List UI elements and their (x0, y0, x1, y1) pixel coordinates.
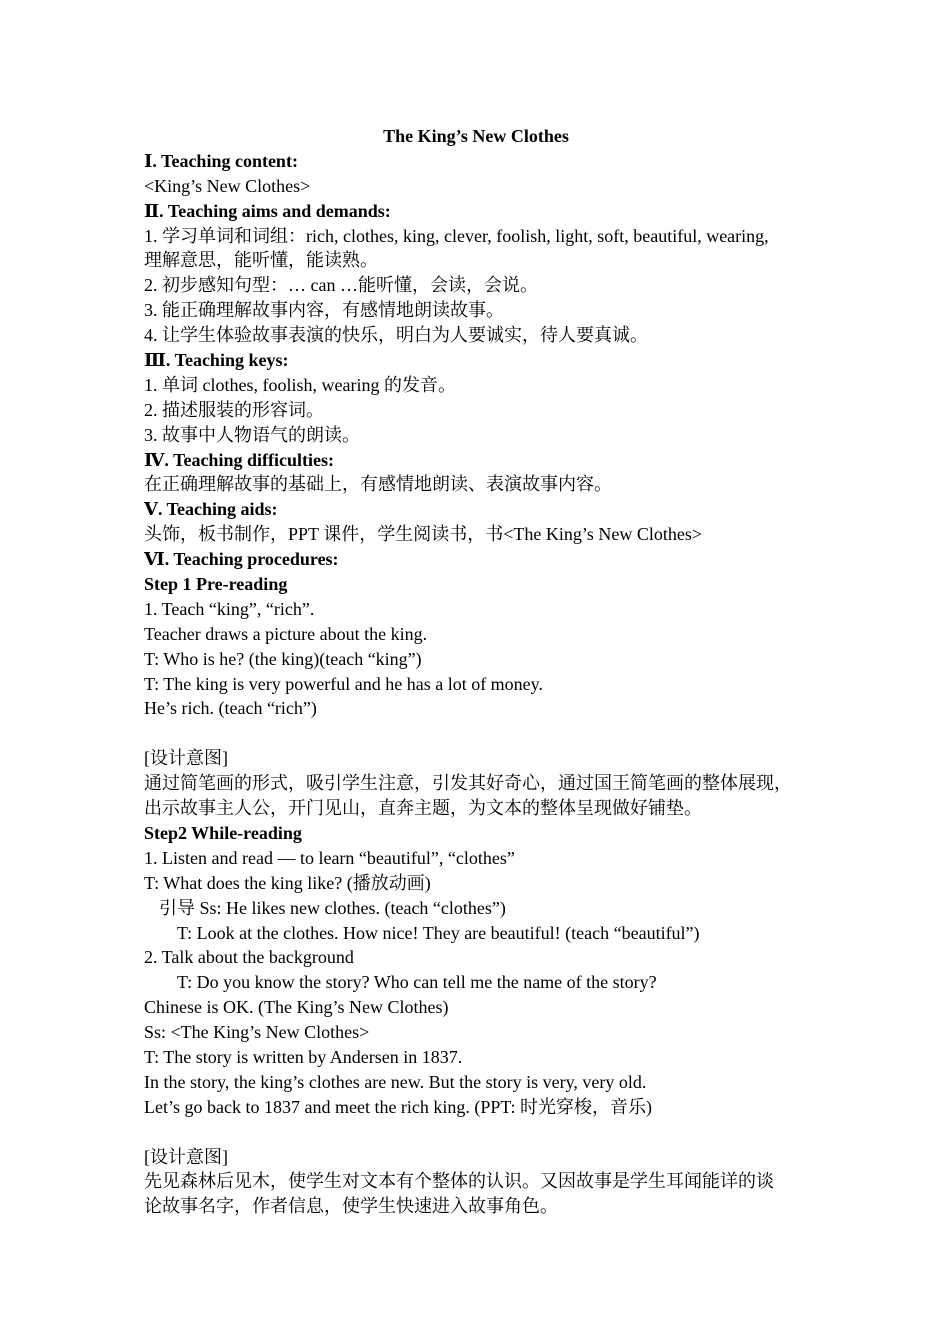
text-line: 2. 描述服装的形容词。 (144, 399, 324, 420)
design-intent-label: [设计意图] (144, 1146, 228, 1167)
text-line: 在正确理解故事的基础上，有感情地朗读、表演故事内容。 (144, 474, 612, 495)
text-line: In the story, the king’s clothes are new. But the story is very, very old. (144, 1071, 647, 1092)
text-line: 1. Teach “king”, “rich”. (144, 598, 315, 619)
text-line: T: The story is written by Andersen in 1837. (144, 1046, 463, 1067)
text-line: 理解意思，能听懂，能读熟。 (144, 250, 378, 271)
step-heading-while-reading: Step2 While-reading (144, 822, 302, 843)
text-line: 出示故事主人公，开门见山，直奔主题，为文本的整体呈现做好铺垫。 (144, 798, 702, 819)
text-line: 先见森林后见木，使学生对文本有个整体的认识。又因故事是学生耳闻能详的谈 (144, 1171, 774, 1192)
blank-line (144, 1120, 808, 1145)
text-line: 3. 能正确理解故事内容，有感情地朗读故事。 (144, 300, 504, 321)
step-heading-pre-reading: Step 1 Pre-reading (144, 574, 288, 595)
document-title: The King’s New Clothes (383, 126, 569, 146)
text-line: 1. 学习单词和词组：rich, clothes, king, clever, foolish, light, soft, beautiful, wearing, (144, 225, 769, 246)
text-line: T: The king is very powerful and he has a lot of money. (144, 673, 544, 694)
text-line: Let’s go back to 1837 and meet the rich king. (PPT: 时光穿梭，音乐) (144, 1096, 653, 1117)
text-line: 论故事名字，作者信息，使学生快速进入故事角色。 (144, 1196, 558, 1217)
text-line: Chinese is OK. (The King’s New Clothes) (144, 997, 449, 1018)
text-line: He’s rich. (teach “rich”) (144, 698, 317, 719)
text-line: T: Who is he? (the king)(teach “king”) (144, 648, 422, 669)
text-line: 4. 让学生体验故事表演的快乐，明白为人要诚实，待人要真诚。 (144, 325, 648, 346)
section-heading-aids: Ⅴ. Teaching aids: (144, 499, 278, 520)
text-line: <King’s New Clothes> (144, 175, 311, 196)
text-line: 2. Talk about the background (144, 947, 354, 968)
text-line: 引导 Ss: He likes new clothes. (teach “clothes”) (159, 897, 506, 918)
design-intent-label: [设计意图] (144, 748, 228, 769)
section-heading-difficulties: Ⅳ. Teaching difficulties: (144, 449, 334, 470)
text-line: 3. 故事中人物语气的朗读。 (144, 424, 360, 445)
text-line: Ss: <The King’s New Clothes> (144, 1022, 370, 1043)
text-line: Teacher draws a picture about the king. (144, 623, 428, 644)
section-heading-aims: Ⅱ. Teaching aims and demands: (144, 200, 391, 221)
blank-line (144, 721, 808, 746)
section-heading-procedures: Ⅵ. Teaching procedures: (144, 549, 339, 570)
text-line: 2. 初步感知句型：… can …能听懂，会读，会说。 (144, 275, 538, 296)
text-line: T: What does the king like? (播放动画) (144, 872, 431, 893)
text-line: 1. Listen and read — to learn “beautiful”, “clothes” (144, 847, 515, 868)
text-line: 头饰，板书制作，PPT 课件，学生阅读书，书<The King’s New Clothes> (144, 524, 702, 545)
section-heading-keys: Ⅲ. Teaching keys: (144, 350, 289, 371)
document-body (144, 124, 808, 1219)
text-line: T: Look at the clothes. How nice! They are beautiful! (teach “beautiful”) (177, 922, 700, 943)
text-line: 1. 单词 clothes, foolish, wearing 的发音。 (144, 374, 456, 395)
text-line: T: Do you know the story? Who can tell me the name of the story? (177, 972, 657, 993)
section-heading-content: Ⅰ. Teaching content: (144, 150, 298, 171)
text-line: 通过简笔画的形式，吸引学生注意，引发其好奇心，通过国王简笔画的整体展现， (144, 773, 792, 794)
